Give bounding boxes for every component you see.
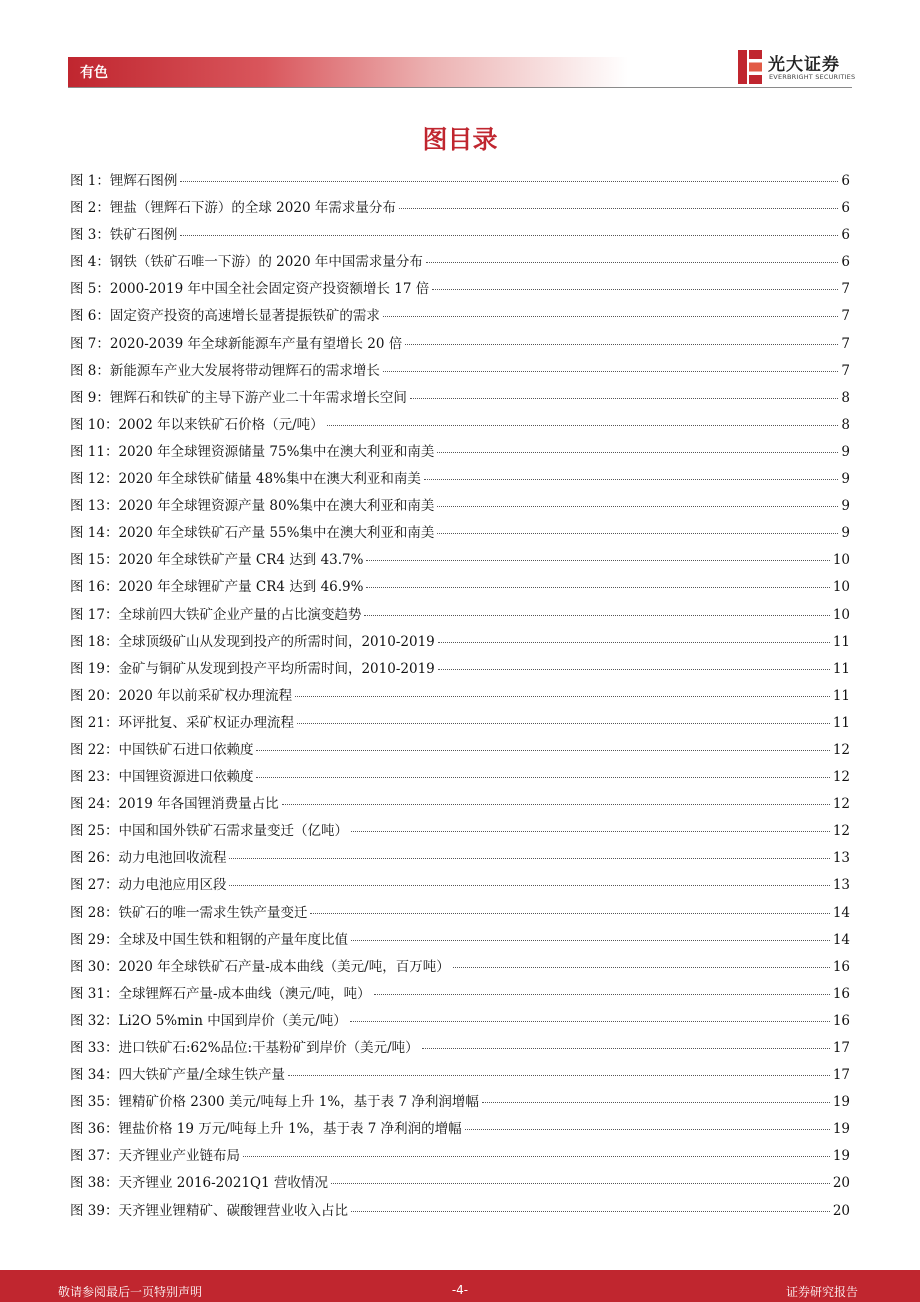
toc-item-label: 图 33：进口铁矿石:62%品位:干基粉矿到岸价（美元/吨） (70, 1040, 419, 1056)
toc-item-page: 9 (841, 443, 850, 460)
toc-item[interactable] (70, 195, 850, 222)
toc-item[interactable] (70, 493, 850, 520)
toc-item-label: 图 36：锂盐价格 19 万元/吨每上升 1%，基于表 7 净利润的增幅 (70, 1121, 462, 1138)
toc-dot-leader (424, 479, 838, 480)
toc-item-page: 13 (832, 877, 850, 894)
toc-item-page: 20 (832, 1175, 850, 1192)
toc-item-page: 12 (832, 741, 850, 758)
toc-item-label: 图 22：中国铁矿石进口依赖度 (70, 741, 254, 758)
toc-dot-leader (327, 425, 839, 426)
toc-item-label: 图 1：锂辉石图例 (70, 173, 178, 189)
toc-item-label: 图 21：环评批复、采矿权证办理流程 (70, 714, 294, 731)
toc-item-page: 16 (832, 1012, 850, 1029)
toc-item-label: 图 4：钢铁（铁矿石唯一下游）的 2020 年中国需求量分布 (70, 254, 423, 271)
toc-dot-leader (405, 344, 838, 345)
toc-item-page: 11 (832, 687, 850, 704)
toc-dot-leader (256, 777, 829, 778)
toc-dot-leader (351, 831, 830, 832)
toc-item[interactable] (70, 331, 850, 358)
toc-item-label: 图 27：动力电池应用区段 (70, 877, 227, 894)
toc-item-label: 图 19：金矿与铜矿从发现到投产平均所需时间，2010-2019 (70, 660, 435, 677)
toc-item[interactable] (70, 358, 850, 385)
toc-dot-leader (350, 1021, 830, 1022)
toc-item[interactable] (70, 168, 850, 195)
toc-item-page: 14 (832, 931, 850, 948)
toc-dot-leader (438, 642, 830, 643)
toc-dot-leader (437, 506, 838, 507)
toc-item-label: 图 9：锂辉石和铁矿的主导下游产业二十年需求增长空间 (70, 389, 407, 406)
logo-text-en: EVERBRIGHT SECURITIES (769, 73, 856, 81)
toc-item[interactable] (70, 1089, 850, 1116)
toc-item-page: 9 (841, 525, 850, 542)
toc-dot-leader (180, 235, 838, 236)
toc-item-label: 图 15：2020 年全球铁矿产量 CR4 达到 43.7% (70, 552, 364, 569)
toc-dot-leader (243, 1156, 830, 1157)
toc-item-page: 9 (841, 471, 850, 488)
toc-item-page: 20 (832, 1202, 850, 1219)
toc-item-page: 12 (832, 769, 850, 786)
toc-item-page: 6 (841, 254, 850, 271)
toc-item-page: 10 (832, 606, 850, 623)
toc-item-page: 16 (832, 985, 850, 1002)
toc-item-label: 图 37：天齐锂业产业链布局 (70, 1148, 240, 1165)
toc-item[interactable] (70, 872, 850, 899)
toc-item-label: 图 3：铁矿石图例 (70, 227, 178, 244)
toc-dot-leader (453, 967, 830, 968)
section-tag: 有色 (80, 65, 108, 81)
toc-dot-leader (366, 587, 829, 588)
toc-item[interactable] (70, 222, 850, 249)
toc-item[interactable] (70, 385, 850, 412)
toc-dot-leader (351, 940, 830, 941)
toc-dot-leader (426, 262, 839, 263)
toc-dot-leader (229, 885, 829, 886)
toc-item-page: 19 (832, 1094, 850, 1111)
toc-item-label: 图 32：Li2O 5%min 中国到岸价（美元/吨） (70, 1012, 347, 1029)
toc-item[interactable] (70, 981, 850, 1008)
footer-report-type: 证券研究报告 (785, 1285, 858, 1299)
toc-item[interactable] (70, 276, 850, 303)
toc-item-page: 10 (832, 552, 850, 569)
toc-dot-leader (422, 1048, 830, 1049)
toc-item-page: 17 (832, 1040, 850, 1056)
toc-item-page: 7 (841, 281, 850, 298)
toc-item-label: 图 31：全球锂辉石产量-成本曲线（澳元/吨，吨） (70, 985, 371, 1002)
toc-item-label: 图 12：2020 年全球铁矿储量 48%集中在澳大利亚和南美 (70, 471, 421, 488)
toc-dot-leader (465, 1129, 830, 1130)
toc-item[interactable] (70, 764, 850, 791)
toc-item-label: 图 29：全球及中国生铁和粗钢的产量年度比值 (70, 931, 348, 948)
toc-item-label: 图 39：天齐锂业锂精矿、碳酸锂营业收入占比 (70, 1202, 348, 1219)
toc-item-page: 10 (832, 579, 850, 596)
toc-item[interactable] (70, 520, 850, 547)
toc-dot-leader (351, 1211, 830, 1212)
toc-item-label: 图 35：锂精矿价格 2300 美元/吨每上升 1%，基于表 7 净利润增幅 (70, 1094, 479, 1111)
toc-item-page: 6 (841, 173, 850, 189)
toc-item-label: 图 26：动力电池回收流程 (70, 850, 227, 867)
toc-item-page: 8 (841, 389, 850, 406)
toc-item[interactable] (70, 927, 850, 954)
toc-item-page: 6 (841, 227, 850, 244)
toc-dot-leader (366, 560, 829, 561)
toc-item[interactable] (70, 412, 850, 439)
toc-dot-leader (310, 913, 829, 914)
toc-item-label: 图 38：天齐锂业 2016-2021Q1 营收情况 (70, 1175, 328, 1192)
toc-dot-leader (383, 371, 839, 372)
toc-dot-leader (383, 316, 839, 317)
toc-item-label: 图 5：2000-2019 年中国全社会固定资产投资额增长 17 倍 (70, 281, 430, 298)
footer-disclaimer: 敬请参阅最后一页特别声明 (58, 1285, 203, 1299)
toc-dot-leader (331, 1183, 830, 1184)
toc-item-page: 13 (832, 850, 850, 867)
toc-item-page: 11 (832, 660, 850, 677)
toc-item-page: 7 (841, 308, 850, 325)
toc-item-label: 图 28：铁矿石的唯一需求生铁产量变迁 (70, 904, 308, 921)
toc-item[interactable] (70, 845, 850, 872)
toc-item-label: 图 18：全球顶级矿山从发现到投产的所需时间，2010-2019 (70, 633, 435, 650)
toc-dot-leader (437, 452, 838, 453)
toc-item-page: 11 (832, 714, 850, 731)
toc-item-label: 图 10：2002 年以来铁矿石价格（元/吨） (70, 416, 324, 433)
toc-item[interactable] (70, 1116, 850, 1143)
toc-item[interactable] (70, 303, 850, 330)
toc-dot-leader (282, 804, 830, 805)
toc-dot-leader (364, 615, 829, 616)
toc-item-page: 7 (841, 335, 850, 352)
toc-item-page: 6 (841, 200, 850, 217)
toc-item-label: 图 13：2020 年全球锂资源产量 80%集中在澳大利亚和南美 (70, 498, 435, 515)
toc-dot-leader (374, 994, 830, 995)
toc-item-page: 19 (832, 1148, 850, 1165)
toc-item-page: 7 (841, 362, 850, 379)
toc-item[interactable] (70, 737, 850, 764)
page-title: 图目录 (422, 125, 498, 154)
toc-item[interactable] (70, 574, 850, 601)
footer-page-number: -4- (451, 1283, 469, 1297)
toc-dot-leader (288, 1075, 830, 1076)
toc-item-label: 图 23：中国锂资源进口依赖度 (70, 769, 254, 786)
toc-item-label: 图 6：固定资产投资的高速增长显著提振铁矿的需求 (70, 308, 380, 325)
toc-item[interactable] (70, 656, 850, 683)
figure-toc-list (70, 168, 850, 1225)
toc-item[interactable] (70, 900, 850, 927)
toc-dot-leader (295, 696, 830, 697)
header-band (68, 57, 628, 87)
toc-dot-leader (482, 1102, 830, 1103)
toc-item-page: 14 (832, 904, 850, 921)
toc-item[interactable] (70, 791, 850, 818)
toc-item-label: 图 30：2020 年全球铁矿石产量-成本曲线（美元/吨，百万吨） (70, 958, 450, 975)
toc-item-page: 11 (832, 633, 850, 650)
toc-item-label: 图 8：新能源车产业大发展将带动锂辉石的需求增长 (70, 362, 380, 379)
toc-item-label: 图 17：全球前四大铁矿企业产量的占比演变趋势 (70, 606, 362, 623)
toc-item[interactable] (70, 1062, 850, 1089)
company-logo (738, 50, 858, 86)
toc-item-label: 图 25：中国和国外铁矿石需求量变迁（亿吨） (70, 823, 348, 840)
toc-item-label: 图 11：2020 年全球锂资源储量 75%集中在澳大利亚和南美 (70, 443, 435, 460)
toc-dot-leader (180, 181, 838, 182)
toc-item-page: 17 (832, 1067, 850, 1084)
toc-item[interactable] (70, 1198, 850, 1225)
toc-dot-leader (256, 750, 829, 751)
toc-item[interactable] (70, 818, 850, 845)
toc-item-page: 16 (832, 958, 850, 975)
toc-dot-leader (410, 398, 839, 399)
toc-item-page: 12 (832, 796, 850, 813)
header-divider (68, 87, 852, 88)
toc-item-label: 图 14：2020 年全球铁矿石产量 55%集中在澳大利亚和南美 (70, 525, 435, 542)
toc-dot-leader (437, 533, 838, 534)
toc-item-label: 图 16：2020 年全球锂矿产量 CR4 达到 46.9% (70, 579, 364, 596)
toc-item-label: 图 34：四大铁矿产量/全球生铁产量 (70, 1067, 286, 1084)
toc-item[interactable] (70, 1143, 850, 1170)
logo-text-cn: 光大证券 (768, 55, 840, 75)
toc-dot-leader (297, 723, 830, 724)
toc-dot-leader (399, 208, 839, 209)
toc-dot-leader (229, 858, 829, 859)
toc-dot-leader (432, 289, 838, 290)
toc-item[interactable] (70, 710, 850, 737)
toc-item-label: 图 7：2020-2039 年全球新能源车产量有望增长 20 倍 (70, 335, 403, 352)
toc-item[interactable] (70, 629, 850, 656)
toc-item[interactable] (70, 439, 850, 466)
toc-item[interactable] (70, 954, 850, 981)
toc-item-label: 图 24：2019 年各国锂消费量占比 (70, 796, 279, 813)
toc-item-page: 12 (832, 823, 850, 840)
toc-item-label: 图 20：2020 年以前采矿权办理流程 (70, 687, 293, 704)
toc-dot-leader (438, 669, 830, 670)
toc-item[interactable] (70, 1035, 850, 1062)
toc-item[interactable] (70, 1170, 850, 1197)
toc-item-label: 图 2：锂盐（锂辉石下游）的全球 2020 年需求量分布 (70, 200, 396, 217)
toc-item[interactable] (70, 249, 850, 276)
toc-item[interactable] (70, 547, 850, 574)
toc-item[interactable] (70, 1008, 850, 1035)
toc-item[interactable] (70, 602, 850, 629)
toc-item-page: 8 (841, 416, 850, 433)
toc-item[interactable] (70, 683, 850, 710)
everbright-logo-icon (738, 50, 762, 84)
toc-item-page: 19 (832, 1121, 850, 1138)
toc-item[interactable] (70, 466, 850, 493)
toc-item-page: 9 (841, 498, 850, 515)
